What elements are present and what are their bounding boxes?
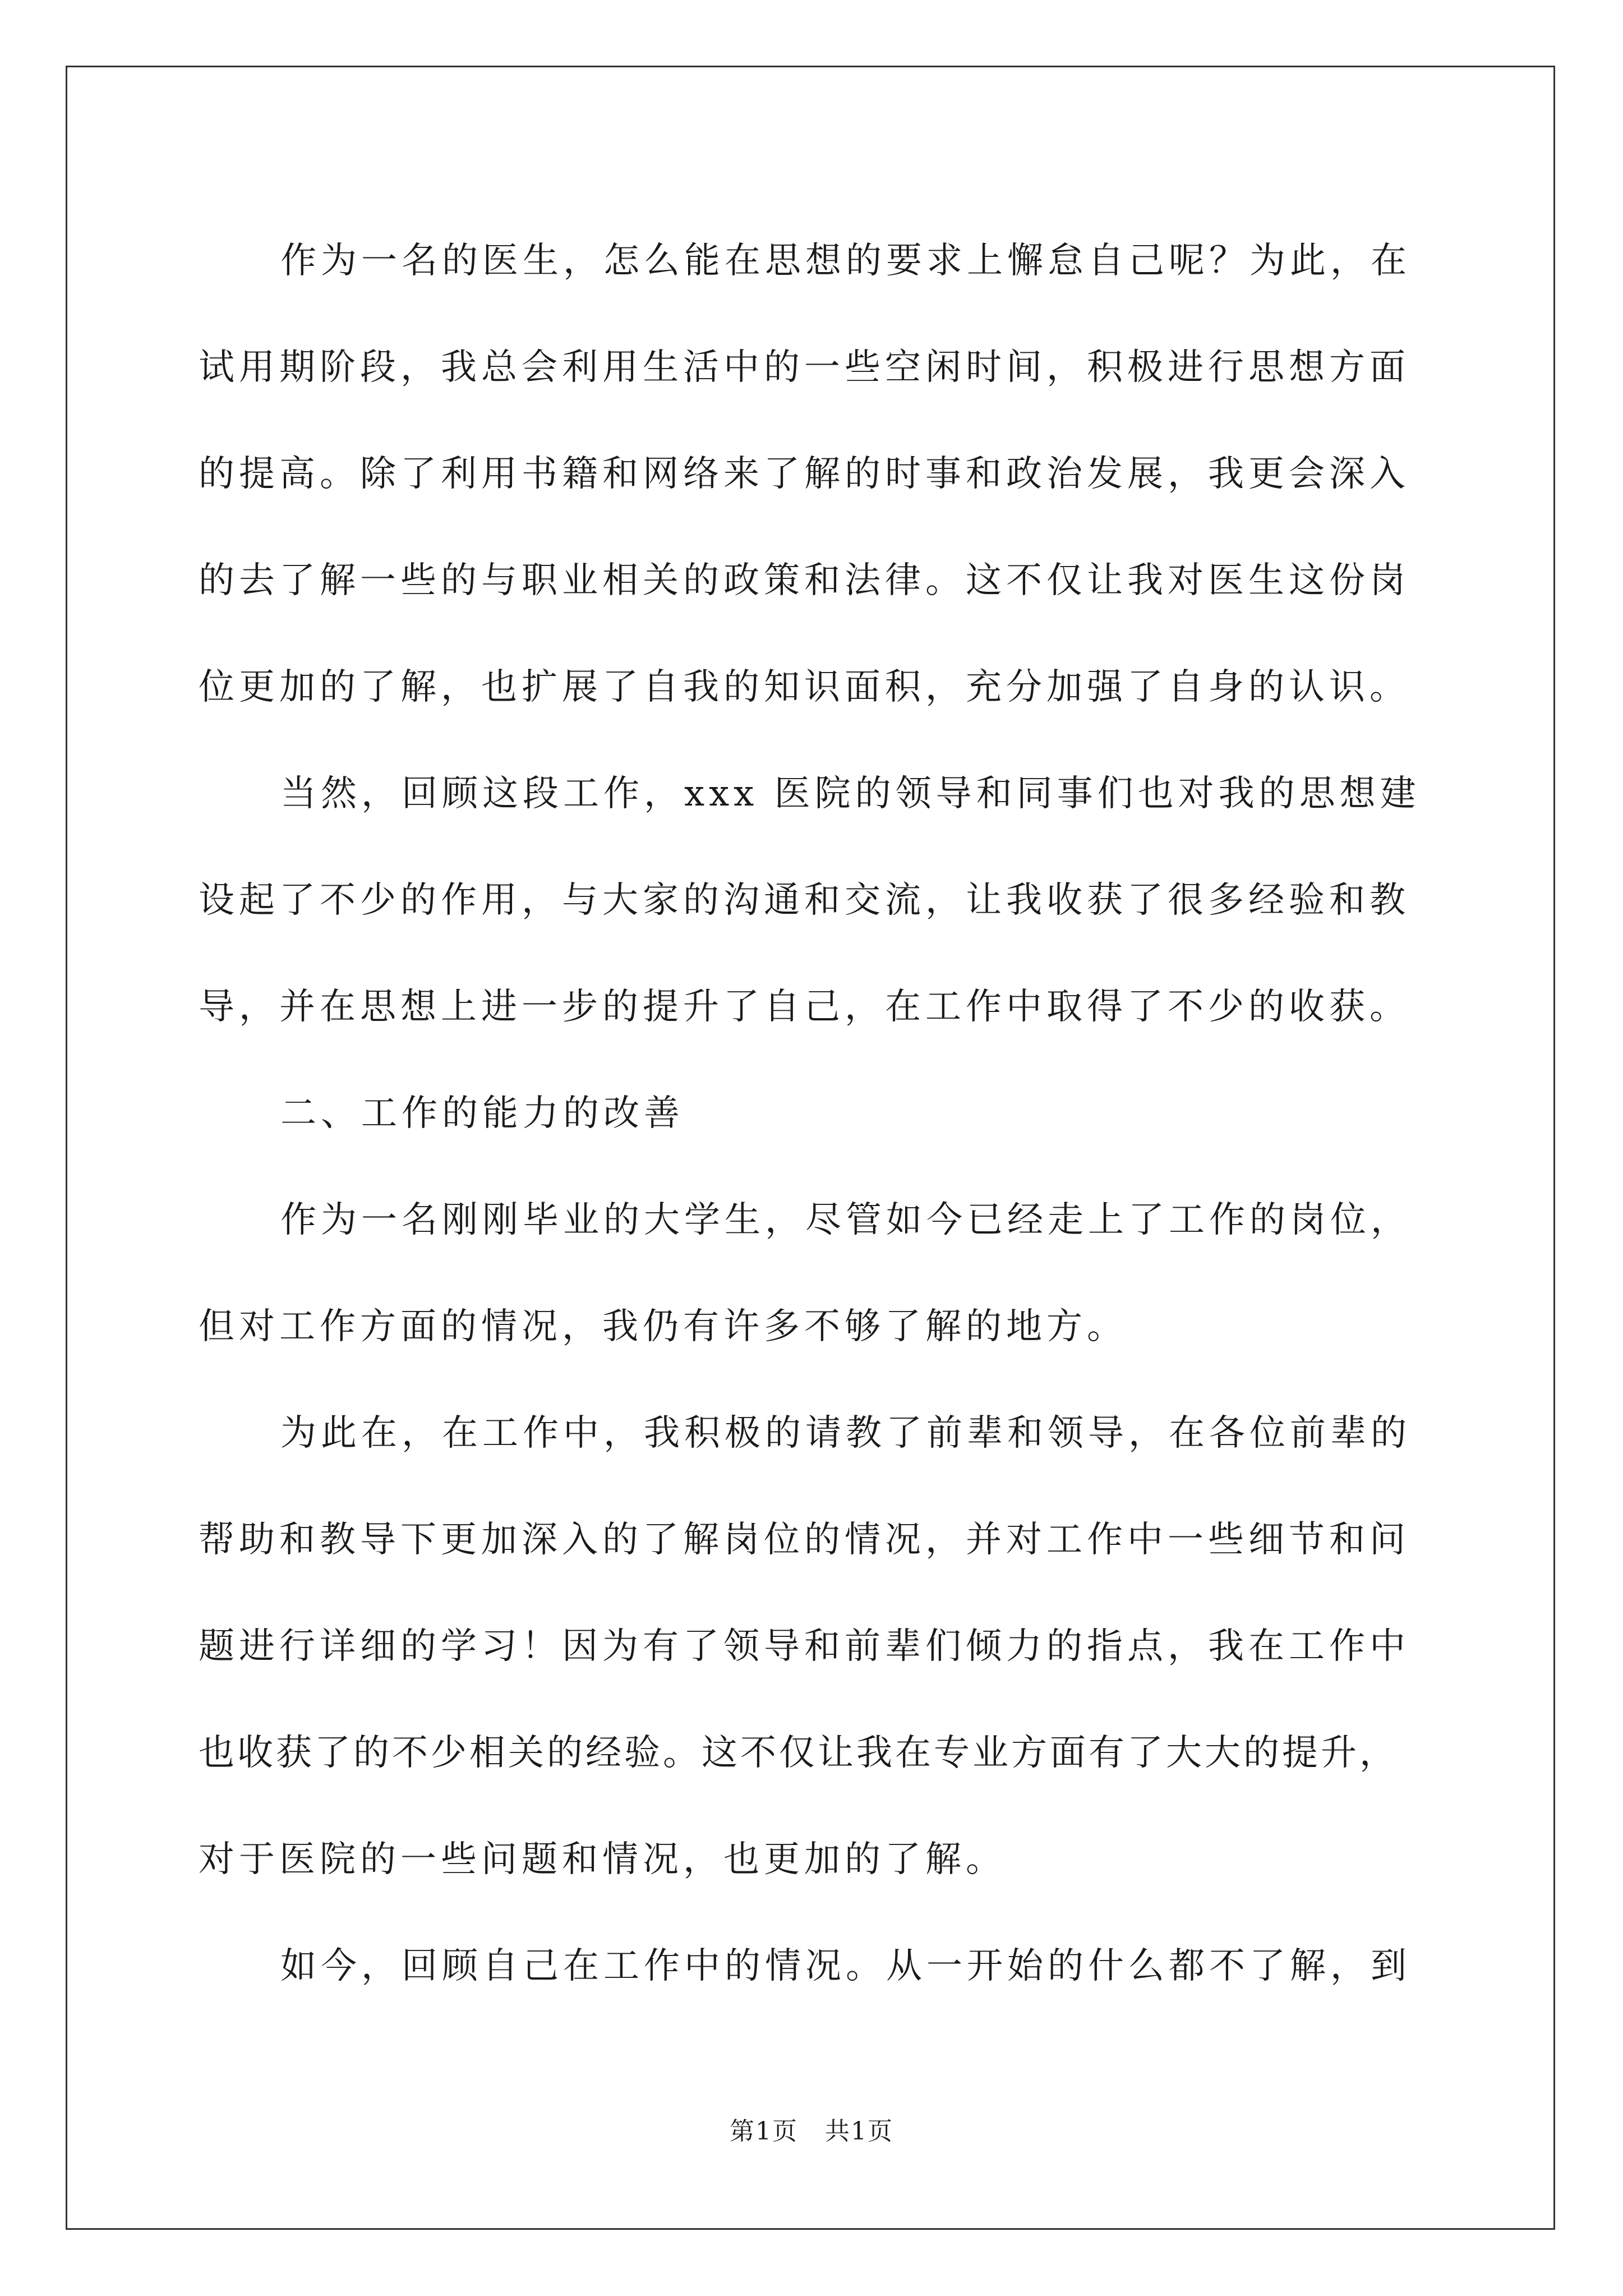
paragraph-line: 但对工作方面的情况，我仍有许多不够了解的地方。 xyxy=(199,1306,1127,1347)
section-heading: 二、工作的能力的改善 xyxy=(280,1093,684,1134)
paragraph-line: 也收获了的不少相关的经验。这不仅让我在专业方面有了大大的提升， xyxy=(199,1732,1398,1774)
paragraph-line: 如今，回顾自己在工作中的情况。从一开始的什么都不了解，到 xyxy=(280,1945,1411,1987)
page-footer xyxy=(0,2115,1623,2148)
document-body xyxy=(199,208,1432,2019)
paragraph-line: 对于医院的一些问题和情况，也更加的了解。 xyxy=(199,1839,1006,1880)
paragraph-line: 当然，回顾这段工作，xxx 医院的领导和同事们也对我的思想建 xyxy=(280,773,1421,815)
paragraph-line: 为此在，在工作中，我积极的请教了前辈和领导，在各位前辈的 xyxy=(280,1412,1411,1454)
paragraph-line: 作为一名的医生，怎么能在思想的要求上懈怠自己呢？为此，在 xyxy=(280,240,1411,282)
paragraph-line: 帮助和教导下更加深入的了解岗位的情况，并对工作中一些细节和问 xyxy=(199,1519,1410,1561)
paragraph-line: 的提高。除了利用书籍和网络来了解的时事和政治发展，我更会深入 xyxy=(199,453,1410,495)
paragraph-line: 导，并在思想上进一步的提升了自己，在工作中取得了不少的收获。 xyxy=(199,986,1410,1028)
paragraph-line: 作为一名刚刚毕业的大学生，尽管如今已经走上了工作的岗位， xyxy=(280,1199,1411,1241)
paragraph-line: 试用期阶段，我总会利用生活中的一些空闲时间，积极进行思想方面 xyxy=(199,347,1410,388)
paragraph-line: 题进行详细的学习！因为有了领导和前辈们倾力的指点，我在工作中 xyxy=(199,1626,1410,1667)
paragraph-line: 的去了解一些的与职业相关的政策和法律。这不仅让我对医生这份岗 xyxy=(199,560,1410,601)
page-number-current: 第1页 xyxy=(730,2117,798,2146)
paragraph-line: 位更加的了解，也扩展了自我的知识面积，充分加强了自身的认识。 xyxy=(199,666,1410,708)
paragraph-line: 设起了不少的作用，与大家的沟通和交流，让我收获了很多经验和教 xyxy=(199,880,1410,921)
page-number-total: 共1页 xyxy=(825,2117,893,2146)
